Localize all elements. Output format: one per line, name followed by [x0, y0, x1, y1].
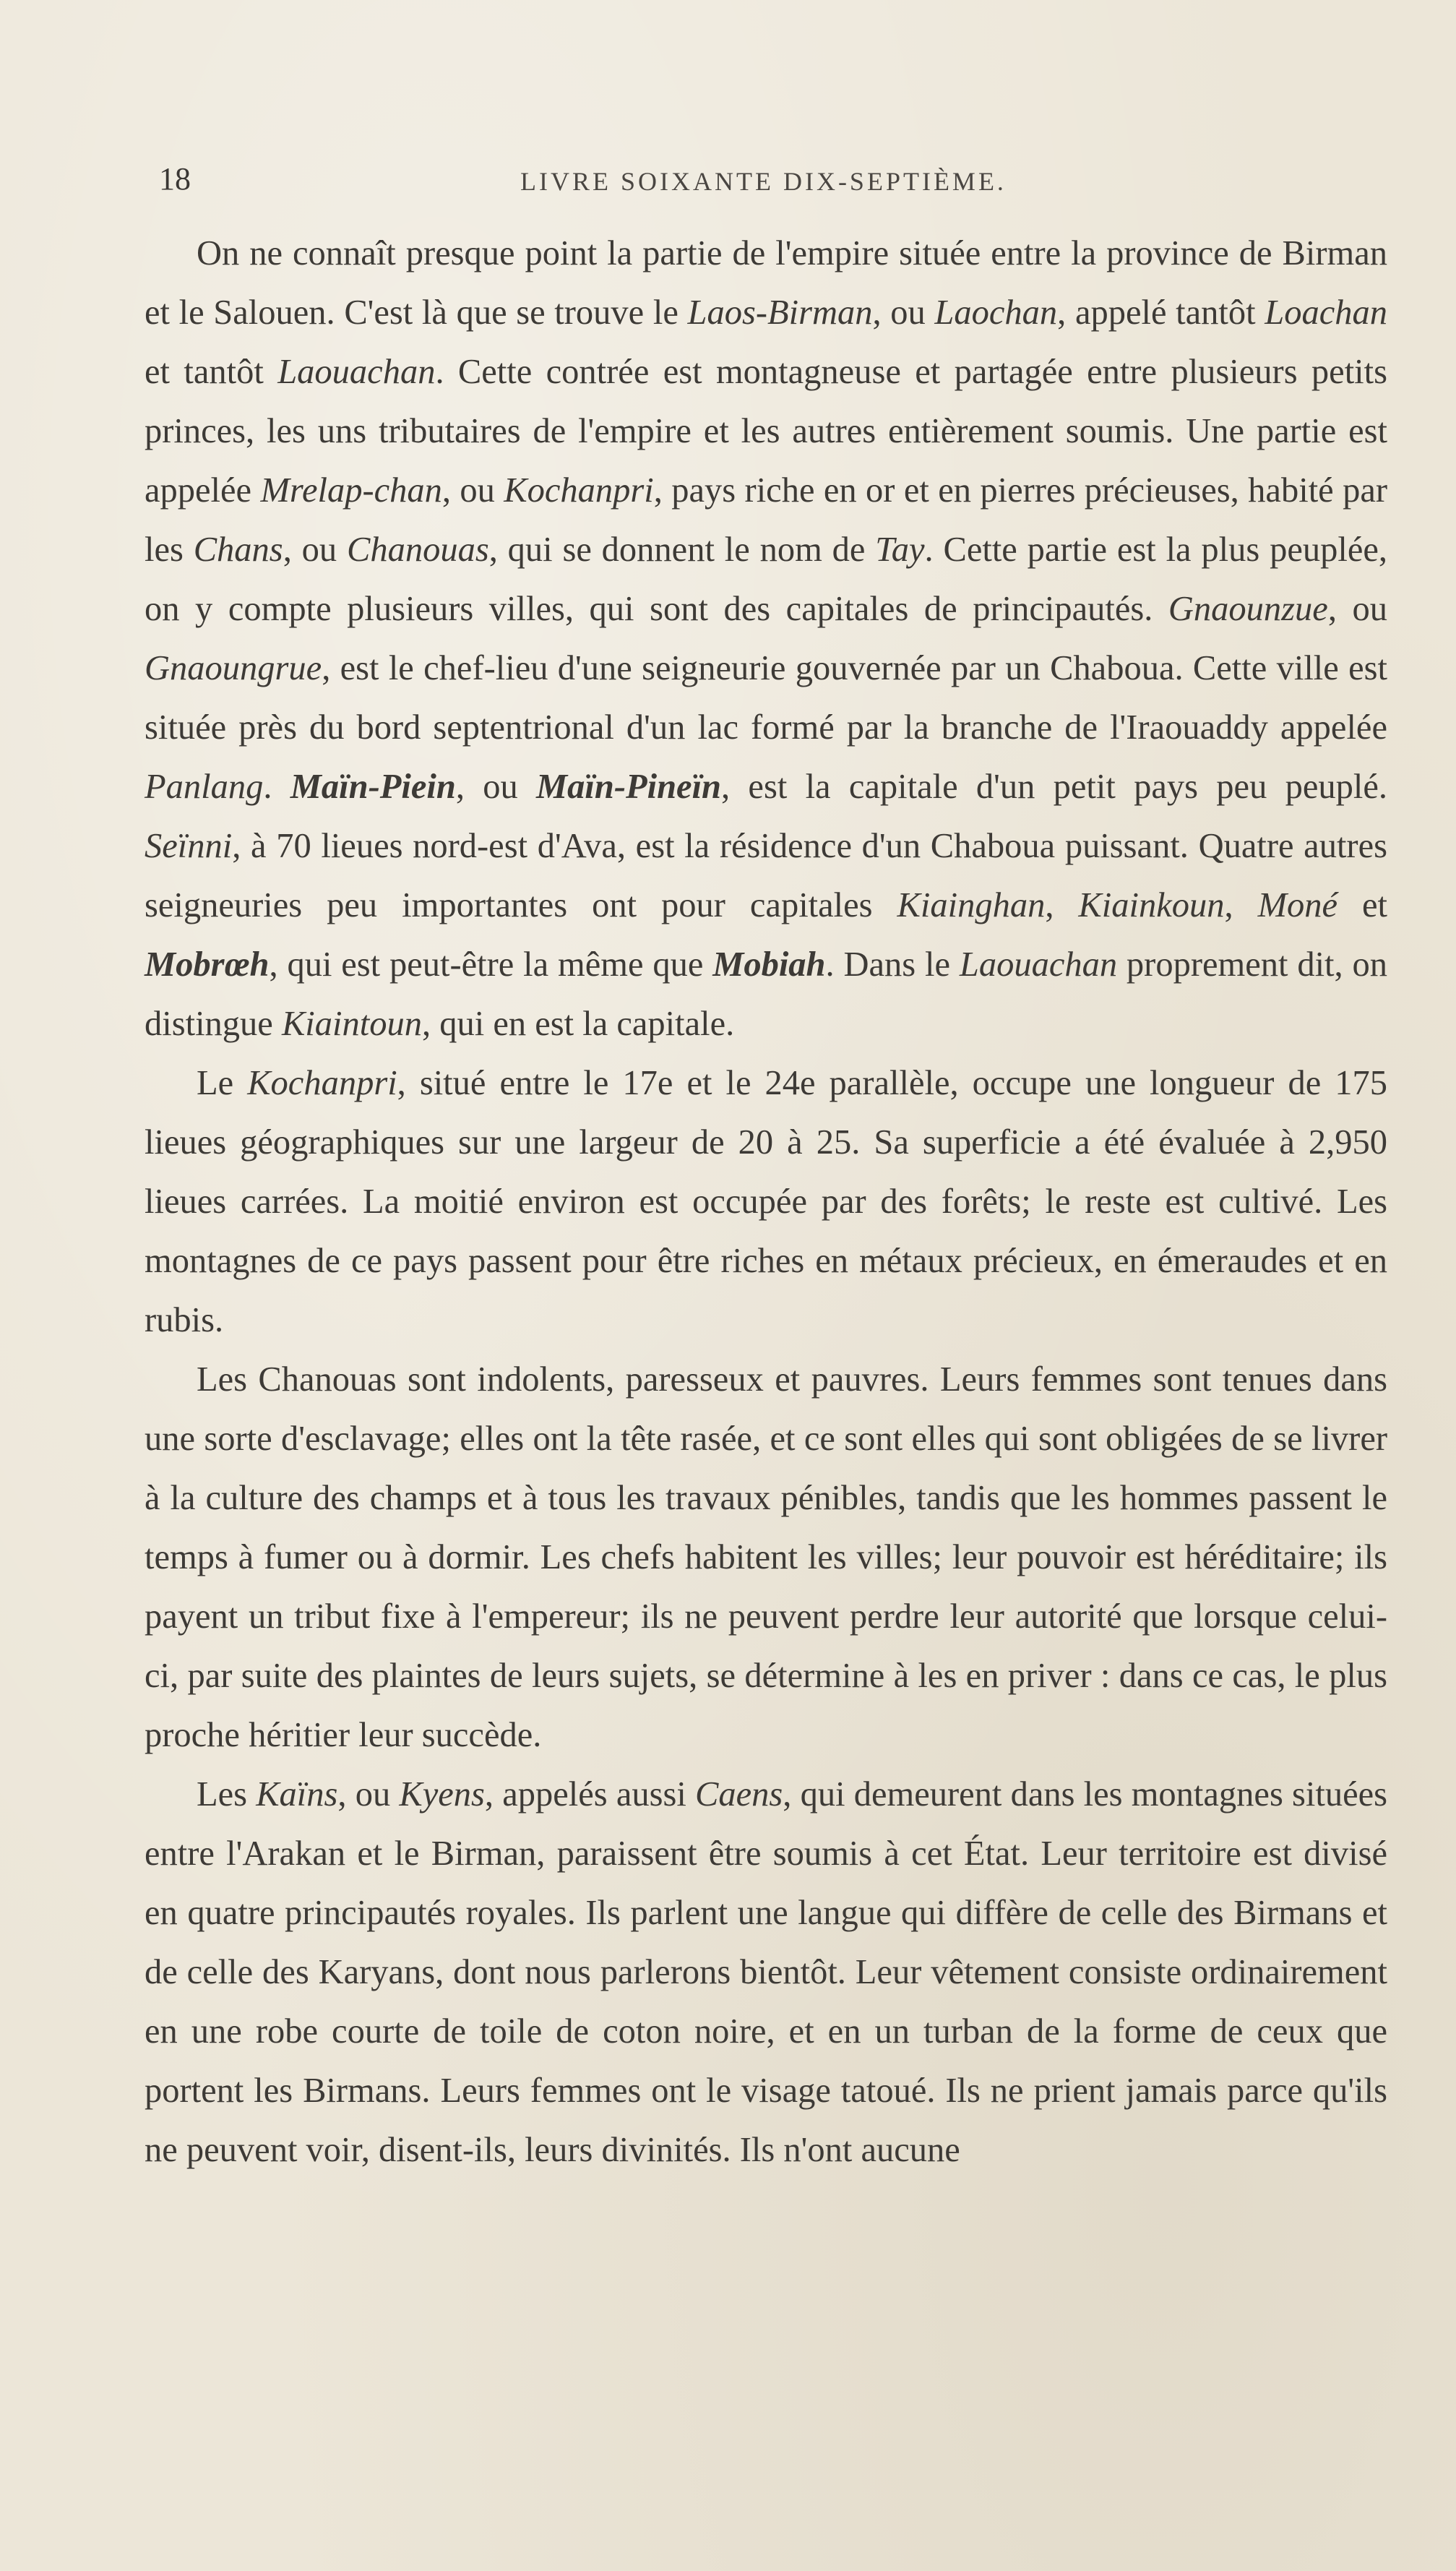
text-run: Le — [197, 1064, 248, 1102]
italic-term: Maïn-Pineïn — [536, 768, 722, 806]
text-run: , — [1224, 886, 1258, 924]
running-title: LIVRE SOIXANTE DIX-SEPTIÈME. — [520, 167, 1007, 196]
italic-term: Kyens — [399, 1775, 485, 1814]
italic-term: Kiaintoun — [281, 1005, 422, 1043]
italic-term: Moné — [1257, 886, 1338, 924]
text-run: . Cette partie est la plus peuplée, on y compte plusieurs villes, qui sont des capitales de principautés. — [145, 531, 1387, 628]
text-run: et — [1337, 886, 1387, 924]
italic-term: Kaïns — [256, 1775, 338, 1814]
paragraph — [145, 1765, 1387, 2180]
text-run: , situé entre le 17e et le 24e parallèle, occupe une longueur de 175 lieues géographiques sur une largeur de 20 à 25. Sa superficie a été évaluée à 2,950 lieues carrées. La moitié environ est occupée par des forêts; le reste est cultivé. Les montagnes de ce pays passent pour être riches en métaux précieux, en émeraudes et en rubis. — [145, 1064, 1388, 1339]
text-run: , — [1045, 886, 1079, 924]
italic-term: Laochan — [934, 293, 1058, 332]
text-run: . Cette contrée est montagneuse et partagée entre plusieurs petits princes, les uns tributaires de l'empire et les autres entièrement soumis. Une partie est appelée — [145, 353, 1388, 510]
text-run: , ou — [283, 531, 347, 569]
italic-term: Chanouas — [346, 531, 489, 569]
italic-term: Mrelap-chan — [260, 471, 442, 510]
italic-term: Mobiah — [712, 945, 826, 984]
text-run: , qui demeurent dans les montagnes situées entre l'Arakan et le Birman, paraissent être soumis à cet État. Leur territoire est divisé en quatre principautés royales. Ils parlent une langue qui diffère de celle des Birmans et de celle des Karyans, dont nous parlerons bientôt. Leur vêtement consiste ordinairement en une robe courte de toile de coton noire, et en un turban de la forme de ceux que portent les Birmans. Leurs femmes ont le visage tatoué. Ils ne prient jamais parce qu'ils ne peuvent voir, disent-ils, leurs divinités. Ils n'ont aucune — [145, 1775, 1388, 2169]
text-run: Les Chanouas sont indolents, paresseux et pauvres. Leurs femmes sont tenues dans une sorte d'esclavage; elles ont la tête rasée, et ce sont elles qui sont obligées de se livrer à la culture des champs et à tous les travaux pénibles, tandis que les hommes passent le temps à fumer ou à dormir. Les chefs habitent les villes; leur pouvoir est héréditaire; ils payent un tribut fixe à l'empereur; ils ne peuvent perdre leur autorité que lorsque celui-ci, par suite des plaintes de leurs sujets, se détermine à les en priver : dans ce cas, le plus proche héritier leur succède. — [145, 1360, 1387, 1754]
text-run: , qui est peut-être la même que — [269, 945, 713, 984]
italic-term: Laouachan — [959, 945, 1118, 984]
italic-term: Caens — [695, 1775, 783, 1814]
text-run: Les — [197, 1775, 257, 1814]
italic-term: Seïnni — [145, 827, 233, 865]
page-number: 18 — [159, 161, 191, 197]
italic-term: Laos-Birman — [687, 293, 873, 332]
italic-term: Gnaounzue — [1168, 590, 1328, 628]
text-run: , ou — [1327, 590, 1388, 628]
text-run: , ou — [455, 768, 536, 806]
text-run: , est la capitale d'un petit pays peu peuplé. — [721, 768, 1388, 806]
text-run: , qui se donnent le nom de — [488, 531, 876, 569]
text-run: , est le chef-lieu d'une seigneurie gouvernée par un Chaboua. Cette ville est située près du bord septentrional d'un lac formé par la branche de l'Iraouaddy appelée — [145, 649, 1387, 747]
body-text — [145, 224, 1387, 2180]
text-run: , ou — [337, 1775, 400, 1814]
italic-term: Maïn-Piein — [290, 768, 456, 806]
text-run: proprement dit, on distingue — [145, 945, 1387, 1043]
italic-term: Kochanpri — [504, 471, 654, 510]
italic-term: Kiainghan — [897, 886, 1046, 924]
page-header — [145, 160, 1387, 204]
italic-term: Mobrœh — [145, 945, 270, 984]
text-run: et tantôt — [145, 353, 278, 391]
text-run: , ou — [441, 471, 504, 510]
paragraph — [145, 1350, 1387, 1765]
text-run: . Dans le — [825, 945, 960, 984]
text-run: , appelé tantôt — [1057, 293, 1265, 332]
text-run: , à 70 lieues nord-est d'Ava, est la résidence d'un Chaboua puissant. Quatre autres seigneuries peu importantes ont pour capitales — [145, 827, 1387, 924]
italic-term: Panlang — [145, 768, 264, 806]
paragraph — [145, 224, 1387, 1054]
italic-term: Laouachan — [277, 353, 436, 391]
text-run: . — [263, 768, 290, 806]
text-run: On ne connaît presque point la partie de l'empire située entre la province de Birman et le Salouen. C'est là que se trouve le — [145, 234, 1387, 332]
italic-term: Gnaoungrue — [145, 649, 322, 687]
italic-term: Kochanpri — [247, 1064, 397, 1102]
text-run: , ou — [872, 293, 935, 332]
italic-term: Tay — [875, 531, 925, 569]
italic-term: Kiainkoun — [1078, 886, 1225, 924]
text-run: , appelés aussi — [484, 1775, 696, 1814]
text-run: , qui en est la capitale. — [421, 1005, 735, 1043]
italic-term: Loachan — [1265, 293, 1387, 332]
text-run: , pays riche en or et en pierres précieuses, habité par les — [145, 471, 1388, 569]
paragraph — [145, 1054, 1387, 1350]
italic-term: Chans — [193, 531, 283, 569]
